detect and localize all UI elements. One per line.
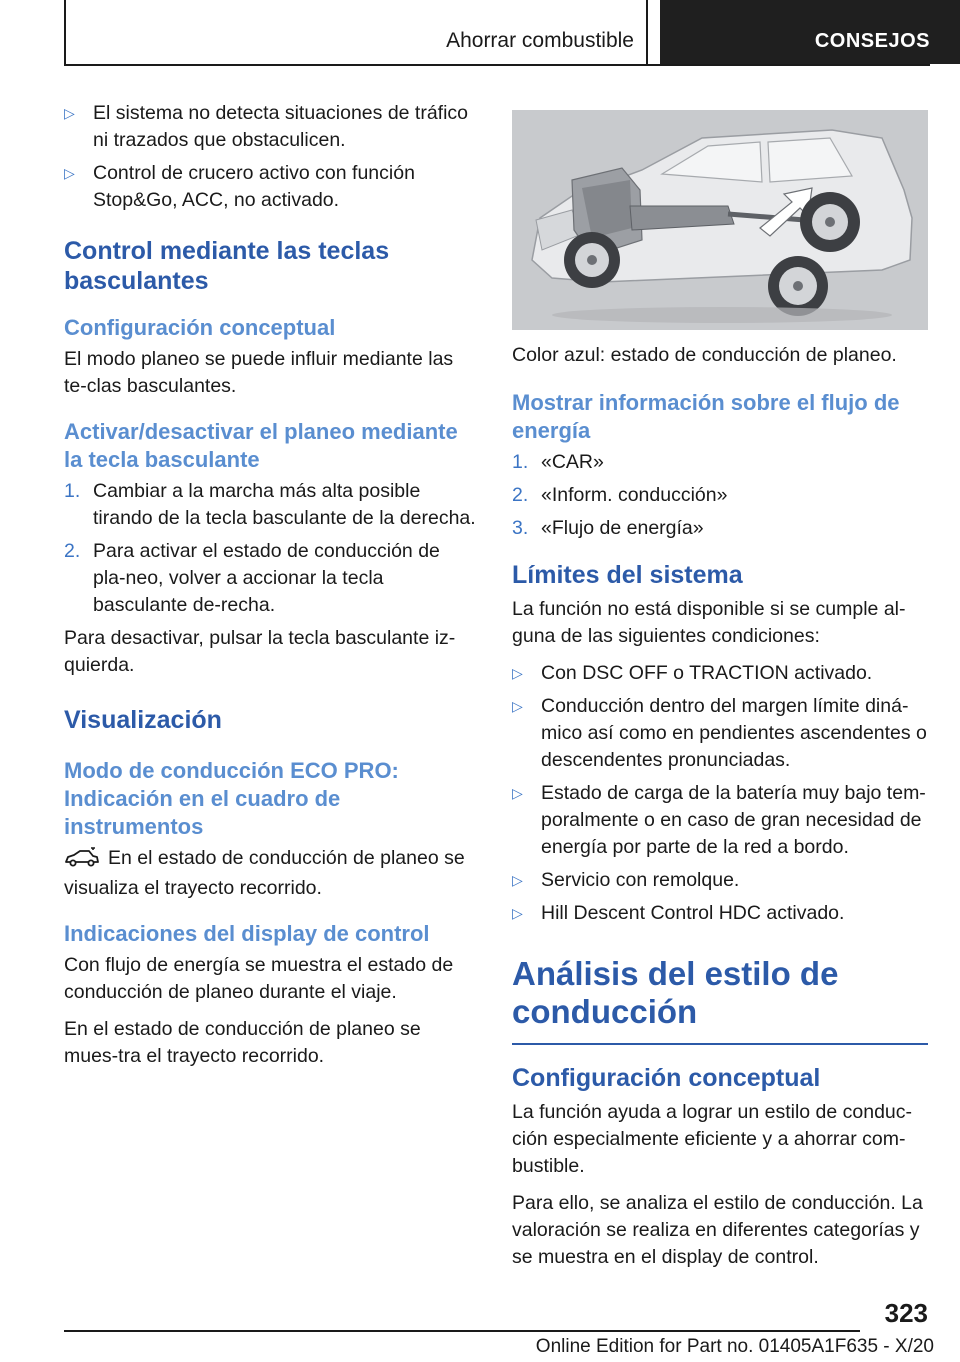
- footer-rule: [64, 1330, 860, 1332]
- header-section: [66, 0, 648, 64]
- figure-caption: Color azul: estado de conducción de planeo.: [512, 344, 897, 366]
- left-column: [64, 100, 476, 1080]
- coasting-car-icon: [64, 847, 100, 875]
- heading-config-conceptual-2: Configuración conceptual: [512, 1064, 821, 1092]
- car-energy-flow-figure: [512, 110, 928, 330]
- header-rule: [64, 64, 930, 66]
- triangle-right-icon: ▷: [512, 872, 523, 888]
- triangle-right-icon: ▷: [512, 665, 523, 681]
- paragraph-analisis-2: Para ello, se analiza el estilo de conducción. La valoración se realiza en diferentes categorías y se muestra en el display de control.: [512, 1192, 923, 1268]
- heading-activar: Activar/desactivar el planeo mediante la tecla basculante: [64, 419, 458, 472]
- list-item: ▷ Estado de carga de la batería muy bajo tem‐poralmente o en caso de gran necesidad de energía por parte de la red a bordo.: [512, 782, 926, 858]
- footer-edition: Online Edition for Part no. 01405A1F635 - X/20: [535, 1336, 934, 1357]
- list-item: ▷ Servicio con remolque.: [512, 867, 928, 894]
- car-illustration: [512, 110, 928, 330]
- heading-teclas: Control mediante las teclas basculantes: [64, 237, 390, 295]
- list-item: ▷ El sistema no detecta situaciones de tráfico ni trazados que obstaculicen.: [64, 102, 469, 151]
- list-item: 1. Cambiar a la marcha más alta posible tirando de la tecla basculante de la derecha.: [64, 480, 476, 529]
- heading-eco-pro: Modo de conducción ECO PRO: Indicación en el cuadro de instrumentos: [64, 758, 399, 839]
- header-chapter-label: CONSEJOS: [814, 30, 930, 52]
- steps-list: [64, 478, 476, 619]
- paragraph-eco: En el estado de conducción de planeo se visualiza el trayecto recorrido.: [64, 847, 465, 899]
- page-number: 323: [884, 1298, 928, 1328]
- paragraph-display-1: Con flujo de energía se muestra el estado de conducción de planeo durante el viaje.: [64, 954, 454, 1003]
- triangle-right-icon: ▷: [64, 165, 75, 181]
- list-item: ▷ Control de crucero activo con función Stop&Go, ACC, no activado.: [64, 162, 415, 211]
- triangle-right-icon: ▷: [64, 105, 75, 121]
- bullet-list-top: [64, 100, 476, 214]
- heading-display: Indicaciones del display de control: [64, 921, 430, 946]
- flujo-steps-list: [512, 449, 928, 542]
- heading-flujo-energia: Mostrar información sobre el flujo de energía: [512, 390, 900, 443]
- list-item: ▷ Hill Descent Control HDC activado.: [512, 900, 928, 927]
- triangle-right-icon: ▷: [512, 905, 523, 921]
- paragraph-analisis-1: La función ayuda a lograr un estilo de conduc‐ción especialmente eficiente y a ahorrar com‐bustible.: [512, 1101, 913, 1177]
- list-item: ▷ Conducción dentro del margen límite diná‐mico así como en pendientes ascendentes o descendentes pronunciadas.: [512, 695, 927, 771]
- heading-analisis: Análisis del estilo de conducción: [512, 955, 839, 1030]
- header-section-title: Ahorrar combustible: [446, 29, 634, 52]
- paragraph-config: El modo planeo se puede influir mediante las te‐clas basculantes.: [64, 348, 454, 397]
- right-column: [512, 105, 928, 1281]
- triangle-right-icon: ▷: [512, 785, 523, 801]
- triangle-right-icon: ▷: [512, 698, 523, 714]
- limites-list: [512, 660, 928, 927]
- list-item: 2. «Inform. conducción»: [512, 484, 728, 506]
- list-item: 1. «CAR»: [512, 451, 604, 473]
- list-item: ▷ Con DSC OFF o TRACTION activado.: [512, 660, 928, 687]
- list-item: 3. «Flujo de energía»: [512, 517, 704, 539]
- header-chapter-tab[interactable]: [660, 0, 960, 64]
- heading-limites: Límites del sistema: [512, 561, 743, 589]
- heading-visualizacion: Visualización: [64, 706, 222, 734]
- heading-rule: [512, 1043, 928, 1045]
- paragraph-display-2: En el estado de conducción de planeo se mues‐tra el trayecto recorrido.: [64, 1018, 421, 1067]
- list-item: 2. Para activar el estado de conducción de pla‐neo, volver a accionar la tecla basculante de‐recha.: [64, 540, 440, 616]
- paragraph-limites: La función no está disponible si se cumple al‐guna de las siguientes condiciones:: [512, 598, 906, 647]
- paragraph-desactivar: Para desactivar, pulsar la tecla basculante iz‐quierda.: [64, 627, 456, 676]
- heading-config-conceptual: Configuración conceptual: [64, 315, 336, 340]
